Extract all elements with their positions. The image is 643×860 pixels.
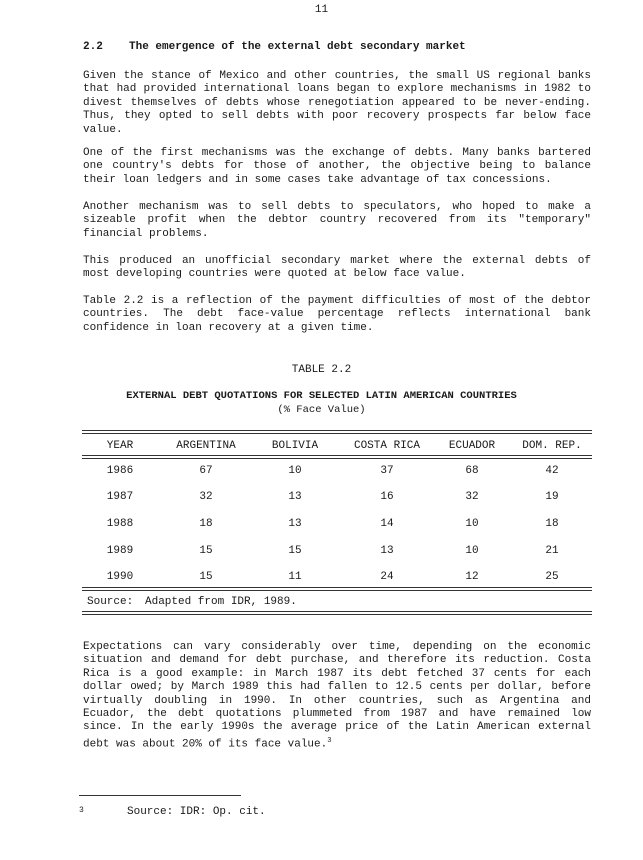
cell-bolivia: 10 — [288, 465, 302, 477]
table-bottom-rule — [82, 611, 592, 615]
header-bolivia: BOLIVIA — [271, 440, 319, 452]
header-year: YEAR — [106, 440, 134, 452]
source-label: Source: — [87, 596, 134, 608]
footnote-text: Source: IDR: Op. cit. — [127, 806, 266, 818]
cell-bolivia: 11 — [288, 571, 302, 583]
cell-bolivia: 15 — [288, 545, 302, 557]
table-title: EXTERNAL DEBT QUOTATIONS FOR SELECTED LATIN AMERICAN COUNTRIES — [126, 390, 517, 402]
cell-costa-rica: 16 — [380, 491, 394, 503]
header-dom-rep: DOM. REP. — [522, 440, 582, 452]
table-label: TABLE 2.2 — [291, 364, 352, 376]
cell-costa-rica: 24 — [380, 571, 394, 583]
cell-costa-rica: 14 — [380, 518, 394, 530]
cell-ecuador: 32 — [465, 491, 479, 503]
cell-dom-rep: 25 — [545, 571, 559, 583]
header-ecuador: ECUADOR — [448, 440, 496, 452]
paragraph-6-text: Expectations can vary considerably over time, depending on the economic situation and demand for debt purchase, and therefore its reduction. Costa Rica is a good example: in March 1987 its debt fetched 37 cents for each dollar owed; by March 1989 this had fallen to 12.5 cents per dollar, before virtually doubling in 1990. In other countries, such as Argentina and Ecuador, the debt quotations plummeted from 1987 and have remained low since. In the early 1990s the average price of the Latin American external debt was about 20% of its face value. — [83, 641, 591, 751]
footnote-separator — [79, 795, 241, 796]
cell-dom-rep: 19 — [545, 491, 559, 503]
cell-argentina: 15 — [199, 545, 213, 557]
cell-costa-rica: 37 — [380, 465, 394, 477]
cell-bolivia: 13 — [288, 491, 302, 503]
cell-year: 1989 — [106, 545, 134, 557]
cell-costa-rica: 13 — [380, 545, 394, 557]
cell-ecuador: 12 — [465, 571, 479, 583]
cell-ecuador: 10 — [465, 518, 479, 530]
cell-year: 1990 — [106, 571, 134, 583]
cell-year: 1986 — [106, 465, 134, 477]
footnote — [79, 806, 266, 818]
section-number: 2.2 — [83, 41, 103, 53]
paragraph-2: One of the first mechanisms was the exchange of debts. Many banks bartered one country's debts for those of another, the objective being to balance their loan ledgers and in some cases take advantage of tax concessions. — [83, 147, 591, 186]
cell-argentina: 18 — [199, 518, 213, 530]
paragraph-3: Another mechanism was to sell debts to speculators, who hoped to make a sizeable profit when the debtor country recovered from its "temporary" financial problems. — [83, 201, 591, 240]
cell-dom-rep: 42 — [545, 465, 559, 477]
cell-bolivia: 13 — [288, 518, 302, 530]
table-subtitle: (% Face Value) — [277, 404, 366, 416]
paragraph-6 — [83, 641, 591, 752]
cell-year: 1988 — [106, 518, 134, 530]
table-top-rule — [82, 430, 592, 434]
table-source — [87, 596, 297, 608]
cell-argentina: 15 — [199, 571, 213, 583]
footnote-mark: 3 — [79, 806, 84, 815]
cell-argentina: 32 — [199, 491, 213, 503]
section-heading — [83, 41, 466, 53]
page-number: 11 — [314, 4, 329, 16]
cell-ecuador: 68 — [465, 465, 479, 477]
table-header-rule — [82, 455, 592, 459]
cell-dom-rep: 21 — [545, 545, 559, 557]
table-body-rule — [82, 587, 592, 591]
paragraph-4: This produced an unofficial secondary market where the external debts of most developing countries were quoted at below face value. — [83, 255, 591, 281]
cell-ecuador: 10 — [465, 545, 479, 557]
table-title-block — [0, 389, 643, 417]
cell-dom-rep: 18 — [545, 518, 559, 530]
source-text: Adapted from IDR, 1989. — [145, 596, 297, 608]
paragraph-1: Given the stance of Mexico and other countries, the small US regional banks that had provided international loans began to explore mechanisms in 1982 to divest themselves of debts whose renegotiation appeared to be never-ending. Thus, they opted to sell debts with poor recovery prospects far below face value. — [83, 70, 591, 136]
header-argentina: ARGENTINA — [176, 440, 236, 452]
section-title: The emergence of the external debt secondary market — [129, 41, 466, 53]
paragraph-5: Table 2.2 is a reflection of the payment difficulties of most of the debtor countries. The debt face-value percentage reflects international bank confidence in loan recovery at a given time. — [83, 295, 591, 334]
cell-argentina: 67 — [199, 465, 213, 477]
header-costa-rica: COSTA RICA — [353, 440, 420, 452]
footnote-reference[interactable]: 3 — [327, 736, 332, 745]
cell-year: 1987 — [106, 491, 134, 503]
